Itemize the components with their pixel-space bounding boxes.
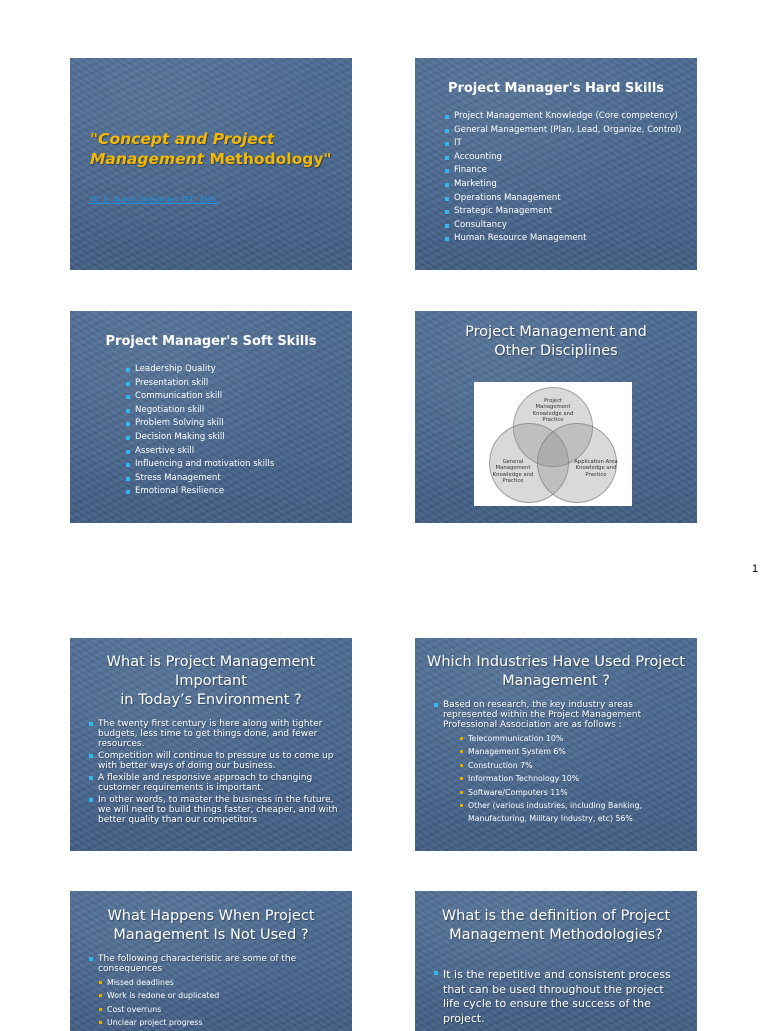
slide-title-definition: What is the definition of Project Management Methodologies? <box>441 908 671 943</box>
hard-skill-item: Accounting <box>444 151 697 165</box>
slide-consequences <box>70 891 352 1031</box>
page-number: 1 <box>752 563 759 575</box>
consequence-item: Cost overruns <box>99 1003 352 1016</box>
hard-skill-item: Operations Management <box>444 192 697 206</box>
slide-title-hard-skills: Project Manager's Hard Skills <box>447 81 665 96</box>
slide-industries <box>415 638 697 851</box>
hard-skill-item: Consultancy <box>444 219 697 233</box>
importance-item: In other words, to master the business in the future, we will need to build things faster, cheaper, and with better quality than our competitors <box>88 795 340 825</box>
slide-soft-skills <box>70 311 352 523</box>
hard-skill-item: General Management (Plan, Lead, Organize, Control) <box>444 124 697 138</box>
hard-skill-item: Finance <box>444 164 697 178</box>
importance-item: Competition will continue to pressure us to come up with better ways of doing our business. <box>88 751 340 771</box>
consequence-item: Work is redone or duplicated <box>99 989 352 1002</box>
industry-item: Construction 7% <box>460 759 685 772</box>
consequences-list <box>99 976 352 1030</box>
author-link[interactable]: Dr. Ir. Anton Soekiman, MT., MSc. <box>90 195 219 204</box>
slide-importance <box>70 638 352 851</box>
slide-title <box>70 58 352 270</box>
industries-intro-list <box>433 700 683 730</box>
hard-skill-item: Human Resource Management <box>444 232 697 246</box>
soft-skills-list <box>125 363 352 499</box>
soft-skill-item: Decision Making skill <box>125 431 352 445</box>
presentation-title: "Concept and Project Management Methodology" <box>90 130 332 168</box>
soft-skill-item: Negotiation skill <box>125 404 352 418</box>
industry-item: Other (various industries, including Banking, Manufacturing, Military Industry, etc) 56% <box>460 799 685 826</box>
soft-skill-item: Emotional Resilience <box>125 485 352 499</box>
slide-definition <box>415 891 697 1031</box>
definition-text: It is the repetitive and consistent process that can be used throughout the project life cycle to ensure the success of the project. <box>433 968 683 1026</box>
slide-title-importance: What is Project Management Important in Today’s Environment ? <box>106 654 316 708</box>
slide-title-disciplines: Project Management and Other Disciplines <box>465 324 647 359</box>
industries-list <box>460 732 685 826</box>
industries-intro: Based on research, the key industry areas represented within the Project Management Professional Association are as follows : <box>433 700 683 730</box>
consequences-intro: The following characteristic are some of the consequences <box>88 954 338 974</box>
venn-label-application: Application Area Knowledge and Practice <box>574 459 618 478</box>
soft-skill-item: Problem Solving skill <box>125 417 352 431</box>
venn-diagram <box>474 382 632 506</box>
hard-skill-item: Project Management Knowledge (Core competency) <box>444 110 697 124</box>
importance-item: The twenty first century is here along with tighter budgets, less time to get things done, and fewer resources. <box>88 719 340 749</box>
venn-label-project: Project Management Knowledge and Practice <box>532 398 574 424</box>
hard-skill-item: Marketing <box>444 178 697 192</box>
slide-disciplines <box>415 311 697 523</box>
soft-skill-item: Presentation skill <box>125 377 352 391</box>
importance-item: A flexible and responsive approach to changing customer requirements is important. <box>88 773 340 793</box>
hard-skill-item: Strategic Management <box>444 205 697 219</box>
slide-title-industries: Which Industries Have Used Project Management ? <box>427 654 685 689</box>
slide-title-soft-skills: Project Manager's Soft Skills <box>105 334 317 349</box>
soft-skill-item: Stress Management <box>125 472 352 486</box>
importance-list <box>88 719 340 825</box>
soft-skill-item: Assertive skill <box>125 445 352 459</box>
soft-skill-item: Influencing and motivation skills <box>125 458 352 472</box>
industry-item: Management System 6% <box>460 745 685 758</box>
consequence-item: Missed deadlines <box>99 976 352 989</box>
venn-label-general: General Management Knowledge and Practice <box>492 459 534 485</box>
consequence-item: Unclear project progress <box>99 1016 352 1029</box>
industry-item: Information Technology 10% <box>460 772 685 785</box>
industry-item: Software/Computers 11% <box>460 786 685 799</box>
hard-skills-list <box>444 110 697 246</box>
definition-list <box>433 968 683 1026</box>
slide-hard-skills <box>415 58 697 270</box>
hard-skill-item: IT <box>444 137 697 151</box>
slide-title-consequences: What Happens When Project Management Is Not Used ? <box>107 908 315 943</box>
soft-skill-item: Communication skill <box>125 390 352 404</box>
industry-item: Telecommunication 10% <box>460 732 685 745</box>
soft-skill-item: Leadership Quality <box>125 363 352 377</box>
consequences-intro-list <box>88 954 338 974</box>
